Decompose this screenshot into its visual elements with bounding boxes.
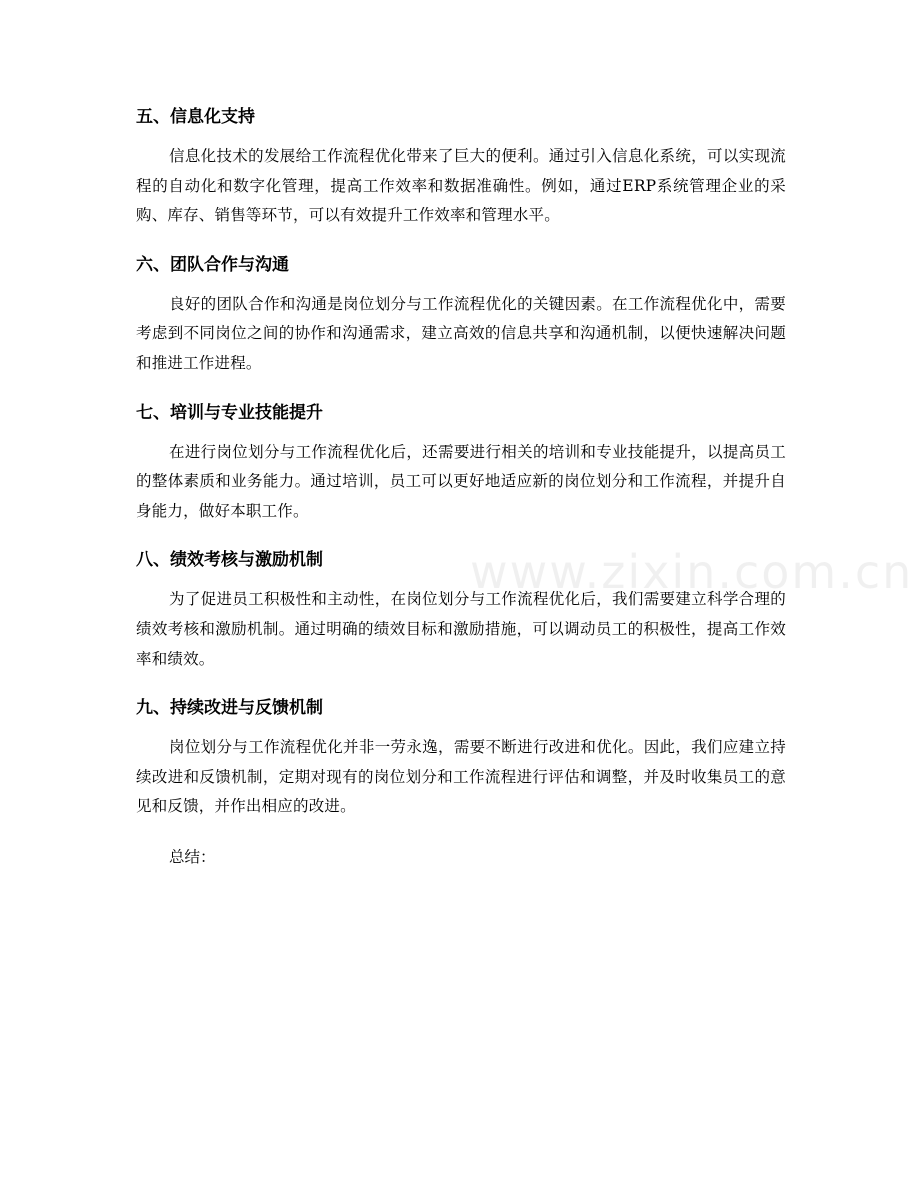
section-body-5: 信息化技术的发展给工作流程优化带来了巨大的便利。通过引入信息化系统，可以实现流程的自动化和数字化管理，提高工作效率和数据准确性。例如，通过ERP系统管理企业的采购、库存、销售等环节，可以有效提升工作效率和管理水平。 <box>136 147 786 225</box>
document-content <box>136 104 786 873</box>
section-heading-8: 八、绩效考核与激励机制 <box>136 550 323 571</box>
section-body-8: 为了促进员工积极性和主动性，在岗位划分与工作流程优化后，我们需要建立科学合理的绩效考核和激励机制。通过明确的绩效目标和激励措施，可以调动员工的积极性，提高工作效率和绩效。 <box>136 590 786 668</box>
watermark: www.zixin.com.cn <box>470 545 914 599</box>
section-body-7: 在进行岗位划分与工作流程优化后，还需要进行相关的培训和专业技能提升，以提高员工的整体素质和业务能力。通过培训，员工可以更好地适应新的岗位划分和工作流程，并提升自身能力，做好本职工作。 <box>136 442 786 520</box>
section-body-6: 良好的团队合作和沟通是岗位划分与工作流程优化的关键因素。在工作流程优化中，需要考虑到不同岗位之间的协作和沟通需求，建立高效的信息共享和沟通机制，以便快速解决问题和推进工作进程。 <box>136 294 786 372</box>
summary-label: 总结： <box>169 847 216 866</box>
section-heading-6: 六、团队合作与沟通 <box>136 254 289 275</box>
section-heading-7: 七、培训与专业技能提升 <box>136 402 323 423</box>
section-body-9: 岗位划分与工作流程优化并非一劳永逸，需要不断进行改进和优化。因此，我们应建立持续改进和反馈机制，定期对现有的岗位划分和工作流程进行评估和调整，并及时收集员工的意见和反馈，并作出相应的改进。 <box>136 738 786 816</box>
section-heading-5: 五、信息化支持 <box>136 107 255 127</box>
section-heading-9: 九、持续改进与反馈机制 <box>136 698 323 719</box>
